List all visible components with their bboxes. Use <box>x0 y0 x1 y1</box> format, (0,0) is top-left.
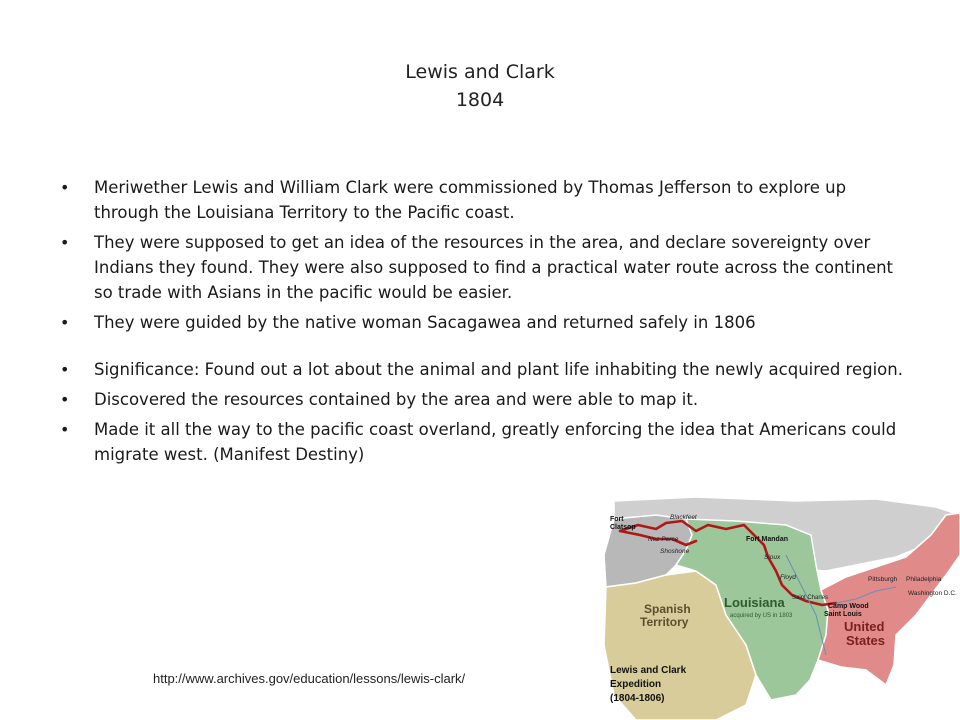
map-label-pittsburgh: Pittsburgh <box>868 576 898 583</box>
map-caption-line-2: Expedition <box>610 679 662 690</box>
map-label-fort-clatsop: Fort <box>610 516 624 523</box>
bullet-item: • They were supposed to get an idea of the resources in the area, and declare sovereignty over Indians they found. They were also supposed to find a practical water route across the continent so trade with Asians in the pacific would be easier. <box>60 230 910 305</box>
bullet-item: • Meriwether Lewis and William Clark were commissioned by Thomas Jefferson to explore up through the Louisiana Territory to the Pacific coast. <box>60 175 910 225</box>
bullet-item: • Significance: Found out a lot about the animal and plant life inhabiting the newly acquired region. <box>60 357 910 382</box>
map-label-camp-wood: Camp Wood <box>828 603 869 610</box>
map-label-blackfeet: Blackfeet <box>670 514 697 521</box>
map-label-philadelphia: Philadelphia <box>906 576 942 583</box>
map-label-fort-clatsop-2: Clatsop <box>610 524 636 531</box>
slide-title <box>0 58 960 114</box>
map-caption-line-1: Lewis and Clark <box>610 665 687 676</box>
map-label-shoshone: Shoshone <box>660 548 690 555</box>
map-label-states: States <box>846 633 886 648</box>
map-label-floyd: Floyd <box>780 574 796 581</box>
map-label-fort-mandan: Fort Mandan <box>746 536 788 543</box>
map-label-spanish: Spanish <box>644 602 691 616</box>
bullet-item: • Discovered the resources contained by the area and were able to map it. <box>60 387 910 412</box>
map-label-united: United <box>844 619 885 634</box>
bullet-item: • They were guided by the native woman Sacagawea and returned safely in 1806 <box>60 310 910 335</box>
map-label-territory: Territory <box>640 615 689 629</box>
archives-credit: http://www.archives.gov/education/lessons/lewis-clark/ <box>153 671 466 686</box>
map-label-louisiana: Louisiana <box>724 595 785 610</box>
map-caption-line-3: (1804-1806) <box>610 693 665 704</box>
expedition-map <box>596 495 960 720</box>
bullet-item: • Made it all the way to the pacific coast overland, greatly enforcing the idea that Americans could migrate west. (Manifest Destiny) <box>60 417 910 467</box>
map-label-louisiana-acquired: acquired by US in 1803 <box>730 613 793 619</box>
title-line-1: Lewis and Clark <box>405 61 555 83</box>
title-line-2: 1804 <box>455 89 505 111</box>
map-label-sioux: Sioux <box>764 554 781 561</box>
map-label-saint-louis: Saint Louis <box>824 611 862 618</box>
map-label-nez-perce: Nez Perce <box>648 536 679 543</box>
map-label-saint-charles: Saint Charles <box>792 595 829 601</box>
bullet-list <box>60 175 910 472</box>
map-label-washington: Washington D.C. <box>908 590 957 597</box>
expedition-map-graphic <box>596 495 960 720</box>
